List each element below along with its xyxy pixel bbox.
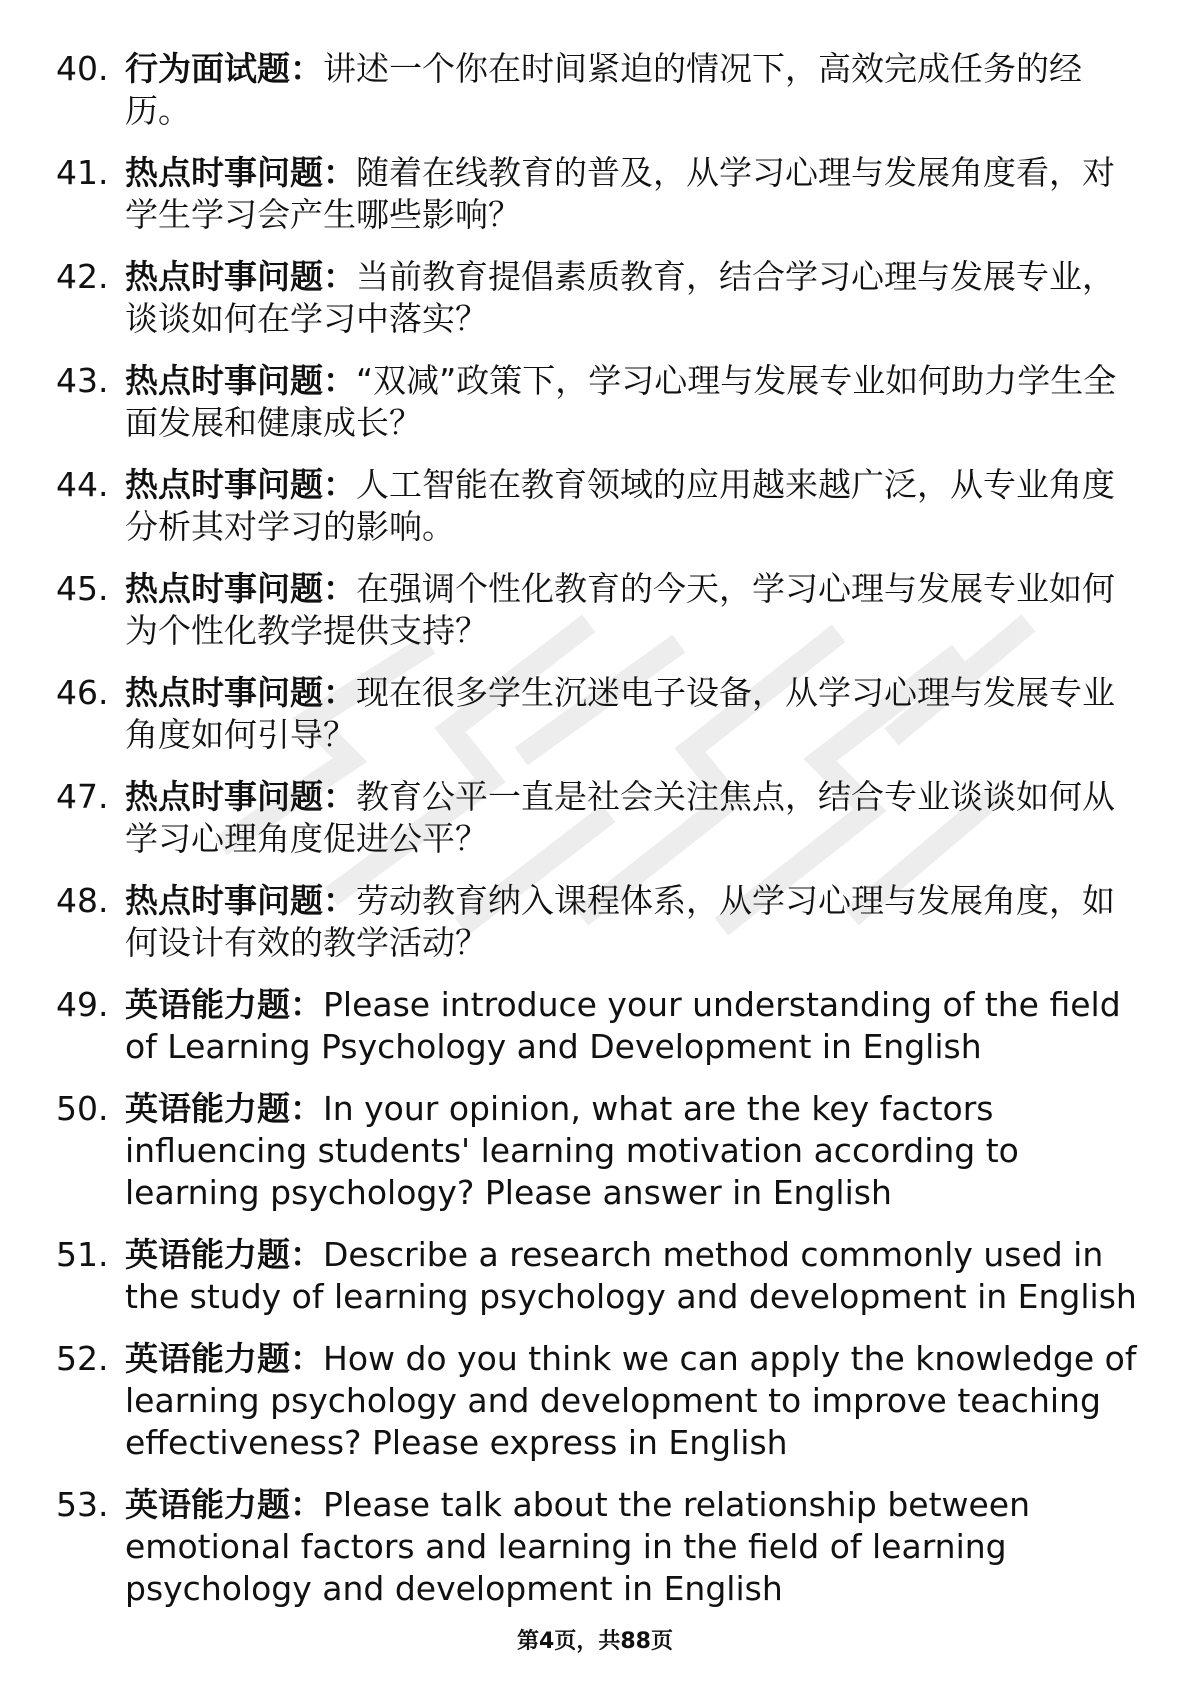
question-number: 47. <box>56 777 109 816</box>
question-body <box>125 464 1141 548</box>
question-body <box>125 256 1141 340</box>
question-category: 英语能力题： <box>125 1089 323 1128</box>
question-category: 行为面试题： <box>125 49 323 88</box>
question-number: 48. <box>56 881 109 920</box>
question-text: 随着在线教育的普及，从学习心理与发展角度看，对学生学习会产生哪些影响？ <box>125 153 1115 234</box>
question-category: 英语能力题： <box>125 985 323 1024</box>
question-body <box>125 984 1141 1068</box>
question-category: 热点时事问题： <box>125 465 356 504</box>
question-number: 42. <box>56 257 109 296</box>
question-body <box>125 568 1141 652</box>
question-category: 热点时事问题： <box>125 153 356 192</box>
page-number-footer: 第4页，共88页 <box>517 1629 673 1654</box>
question-item <box>56 48 1141 132</box>
question-text: 现在很多学生沉迷电子设备，从学习心理与发展专业角度如何引导？ <box>125 673 1115 754</box>
question-number: 49. <box>56 985 109 1024</box>
question-category: 热点时事问题： <box>125 777 356 816</box>
question-text: Describe a research method commonly used in the study of learning psychology and development in English <box>125 1235 1137 1316</box>
question-body <box>125 48 1141 132</box>
question-text: 当前教育提倡素质教育，结合学习心理与发展专业，谈谈如何在学习中落实？ <box>125 257 1115 338</box>
question-item <box>56 464 1141 548</box>
question-number: 52. <box>56 1339 109 1378</box>
question-text: “双减”政策下，学习心理与发展专业如何助力学生全面发展和健康成长？ <box>125 361 1117 442</box>
question-text: How do you think we can apply the knowledge of learning psychology and development to improve teaching effectiveness? Please express in English <box>125 1339 1137 1462</box>
question-item <box>56 256 1141 340</box>
question-text: In your opinion, what are the key factors influencing students' learning motivation according to learning psychology? Please answer in English <box>125 1089 1019 1212</box>
question-list <box>56 48 1141 1630</box>
question-item <box>56 1088 1141 1214</box>
question-text: 劳动教育纳入课程体系，从学习心理与发展角度，如何设计有效的教学活动？ <box>125 881 1115 962</box>
question-category: 英语能力题： <box>125 1339 323 1378</box>
question-body <box>125 880 1141 964</box>
question-number: 53. <box>56 1485 109 1524</box>
question-body <box>125 776 1141 860</box>
question-category: 热点时事问题： <box>125 361 356 400</box>
question-number: 46. <box>56 673 109 712</box>
question-category: 热点时事问题： <box>125 257 356 296</box>
question-text: 讲述一个你在时间紧迫的情况下，高效完成任务的经历。 <box>125 49 1082 130</box>
question-category: 热点时事问题： <box>125 673 356 712</box>
question-number: 44. <box>56 465 109 504</box>
question-item <box>56 1338 1141 1464</box>
question-text: 教育公平一直是社会关注焦点，结合专业谈谈如何从学习心理角度促进公平？ <box>125 777 1115 858</box>
question-body <box>125 360 1141 444</box>
question-category: 热点时事问题： <box>125 569 356 608</box>
question-number: 43. <box>56 361 109 400</box>
question-body <box>125 1338 1141 1464</box>
question-category: 英语能力题： <box>125 1235 323 1274</box>
question-body <box>125 1088 1141 1214</box>
question-text: Please introduce your understanding of the field of Learning Psychology and Development in English <box>125 985 1121 1066</box>
question-category: 热点时事问题： <box>125 881 356 920</box>
question-item <box>56 776 1141 860</box>
question-item <box>56 672 1141 756</box>
question-number: 45. <box>56 569 109 608</box>
question-number: 40. <box>56 49 109 88</box>
question-item <box>56 984 1141 1068</box>
question-number: 51. <box>56 1235 109 1274</box>
question-body <box>125 672 1141 756</box>
question-item <box>56 880 1141 964</box>
question-text: 在强调个性化教育的今天，学习心理与发展专业如何为个性化教学提供支持？ <box>125 569 1115 650</box>
question-item <box>56 1234 1141 1318</box>
question-text: Please talk about the relationship between emotional factors and learning in the field of learning psychology and development in English <box>125 1485 1031 1608</box>
question-item <box>56 568 1141 652</box>
question-number: 50. <box>56 1089 109 1128</box>
question-item <box>56 152 1141 236</box>
question-item <box>56 360 1141 444</box>
question-body <box>125 152 1141 236</box>
question-body <box>125 1484 1141 1610</box>
question-body <box>125 1234 1141 1318</box>
question-category: 英语能力题： <box>125 1485 323 1524</box>
question-item <box>56 1484 1141 1610</box>
question-number: 41. <box>56 153 109 192</box>
question-text: 人工智能在教育领域的应用越来越广泛，从专业角度分析其对学习的影响。 <box>125 465 1115 546</box>
